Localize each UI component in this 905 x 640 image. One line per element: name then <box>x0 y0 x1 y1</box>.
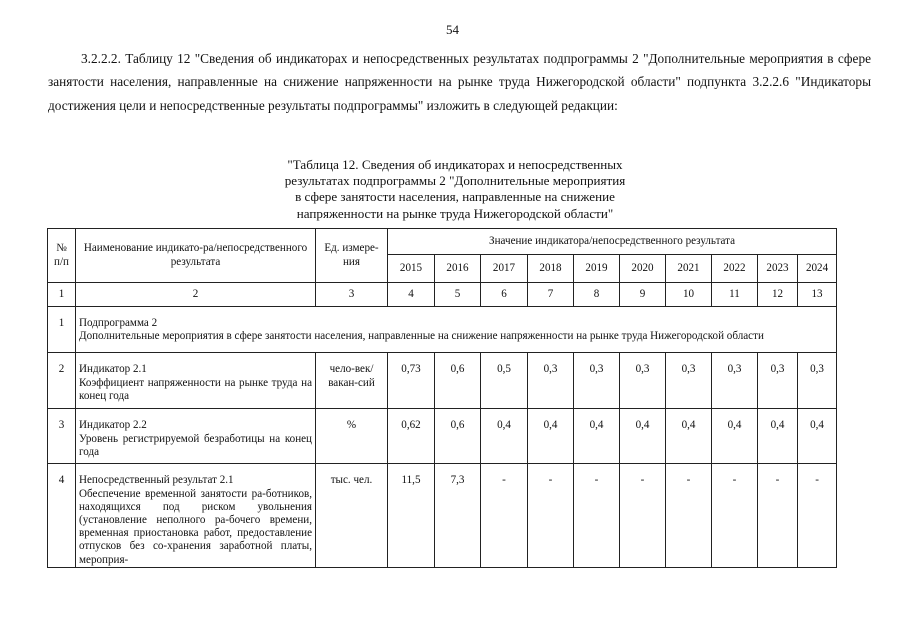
value-cell: - <box>712 464 758 567</box>
column-number: 4 <box>388 283 435 307</box>
table-caption <box>230 157 680 222</box>
indicator-description: Уровень регистрируемой безработицы на конец года <box>79 432 312 458</box>
indicator-unit: тыс. чел. <box>316 464 388 567</box>
header-year: 2015 <box>388 255 435 283</box>
table-caption-line: результатах подпрограммы 2 "Дополнительные мероприятия <box>284 173 626 189</box>
indicator-title: Непосредственный результат 2.1 <box>79 474 234 487</box>
value-cell: 0,3 <box>712 353 758 409</box>
table-row <box>48 353 837 409</box>
value-cell: 0,4 <box>620 409 666 464</box>
intro-text: 3.2.2.2. Таблицу 12 "Сведения об индикаторах и непосредственных результатах подпрограммы 2 "Дополнительные мероприятия в сфере занятости населения, направленные на снижение напряженности на рынке труда Нижегородской области" подпункта 3.2.2.6 "Индикаторы достижения цели и непосредственные результаты подпрограммы" изложить в следующей редакции: <box>48 51 871 113</box>
header-year: 2021 <box>666 255 712 283</box>
indicators-table <box>47 228 837 568</box>
header-name: Наименование индикато-ра/непосредственного результата <box>76 229 316 283</box>
column-number: 3 <box>316 283 388 307</box>
value-cell: - <box>481 464 528 567</box>
indicator-unit: чело-век/вакан-сий <box>316 353 388 409</box>
value-cell: 0,4 <box>712 409 758 464</box>
column-number: 13 <box>798 283 837 307</box>
page-number: 54 <box>446 22 459 37</box>
column-number: 12 <box>758 283 798 307</box>
row-index: 2 <box>48 353 76 409</box>
indicator-description: Обеспечение временной занятости ра-ботников, находящихся под риском увольнения (установление неполного ра-бочего времени, временная приостановка работ, предоставление отпусков без со-хранения заработной платы, мероприя- <box>79 487 312 566</box>
table-caption-line: напряженности на рынке труда Нижегородской области" <box>296 205 614 221</box>
value-cell: 0,3 <box>620 353 666 409</box>
column-number: 8 <box>574 283 620 307</box>
intro-paragraph <box>48 47 871 117</box>
column-number: 9 <box>620 283 666 307</box>
value-cell: 0,62 <box>388 409 435 464</box>
header-year: 2018 <box>528 255 574 283</box>
value-cell: 0,4 <box>666 409 712 464</box>
value-cell: - <box>528 464 574 567</box>
header-year: 2023 <box>758 255 798 283</box>
row-index: 3 <box>48 409 76 464</box>
value-cell: 0,3 <box>574 353 620 409</box>
table-caption-line: в сфере занятости населения, направленные на снижение <box>295 189 615 205</box>
row-index: 4 <box>48 464 76 567</box>
value-cell: 0,6 <box>435 409 481 464</box>
subprogram-title: Подпрограмма 2 <box>79 317 158 329</box>
header-year: 2019 <box>574 255 620 283</box>
value-cell: 0,4 <box>574 409 620 464</box>
value-cell: - <box>758 464 798 567</box>
value-cell: - <box>574 464 620 567</box>
column-number: 2 <box>76 283 316 307</box>
indicator-title: Индикатор 2.1 <box>79 363 147 376</box>
value-cell: 0,4 <box>481 409 528 464</box>
value-cell: - <box>798 464 837 567</box>
table-row <box>48 409 837 464</box>
value-cell: 0,3 <box>798 353 837 409</box>
value-cell: 0,6 <box>435 353 481 409</box>
header-number: № п/п <box>48 229 76 283</box>
table-row <box>48 464 837 567</box>
header-year: 2017 <box>481 255 528 283</box>
value-cell: 0,4 <box>798 409 837 464</box>
table-caption-line: "Таблица 12. Сведения об индикаторах и непосредственных <box>287 157 623 172</box>
value-cell: 0,3 <box>758 353 798 409</box>
value-cell: 7,3 <box>435 464 481 567</box>
header-year: 2016 <box>435 255 481 283</box>
indicator-name <box>76 353 316 409</box>
column-number: 6 <box>481 283 528 307</box>
value-cell: 0,4 <box>758 409 798 464</box>
subprogram-description: Дополнительные мероприятия в сфере занятости населения, направленные на снижение напряженности на рынке труда Нижегородской области <box>79 330 764 343</box>
column-number: 1 <box>48 283 76 307</box>
table-row <box>48 307 837 353</box>
column-number: 7 <box>528 283 574 307</box>
value-cell: 0,4 <box>528 409 574 464</box>
value-cell: 0,73 <box>388 353 435 409</box>
indicator-title: Индикатор 2.2 <box>79 419 147 432</box>
value-cell: - <box>666 464 712 567</box>
subprogram-cell <box>76 307 837 353</box>
value-cell: 0,3 <box>528 353 574 409</box>
column-number: 10 <box>666 283 712 307</box>
indicator-description: Коэффициент напряженности на рынке труда на конец года <box>79 376 312 402</box>
value-cell: 0,3 <box>666 353 712 409</box>
value-cell: - <box>620 464 666 567</box>
column-numbers-row <box>48 283 837 307</box>
value-cell: 0,5 <box>481 353 528 409</box>
value-cell: 11,5 <box>388 464 435 567</box>
indicator-name <box>76 409 316 464</box>
header-values: Значение индикатора/непосредственного результата <box>388 229 837 255</box>
header-year: 2024 <box>798 255 837 283</box>
row-index: 1 <box>48 307 76 353</box>
indicator-name <box>76 464 316 567</box>
header-year: 2020 <box>620 255 666 283</box>
indicator-unit: % <box>316 409 388 464</box>
column-number: 5 <box>435 283 481 307</box>
header-unit: Ед. измере-ния <box>316 229 388 283</box>
column-number: 11 <box>712 283 758 307</box>
header-year: 2022 <box>712 255 758 283</box>
